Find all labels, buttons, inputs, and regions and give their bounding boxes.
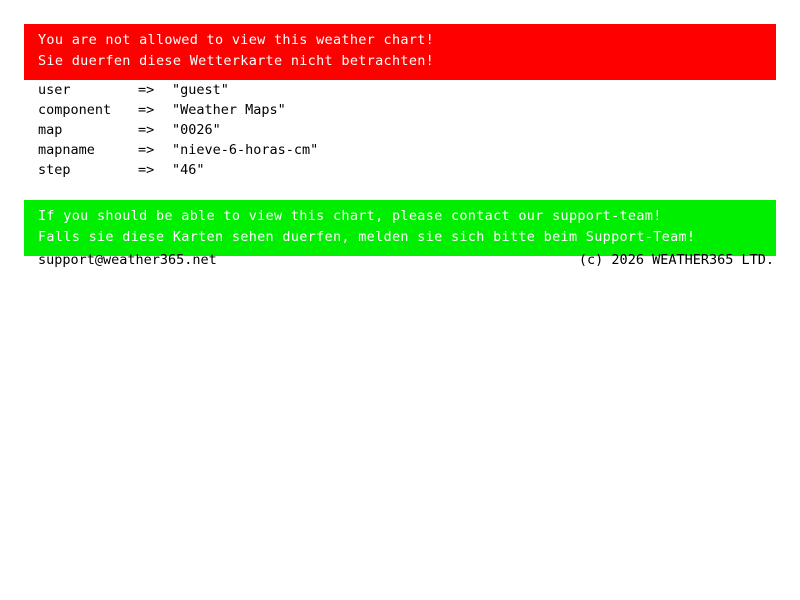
table-row <box>38 100 318 120</box>
param-arrow-step: => <box>138 162 155 178</box>
info-banner <box>24 200 776 256</box>
table-row <box>38 120 318 140</box>
param-arrow-mapname: => <box>138 142 155 158</box>
parameter-table <box>38 80 318 180</box>
error-banner-line-en: You are not allowed to view this weather chart! <box>38 32 435 48</box>
copyright-text: (c) 2026 WEATHER365 LTD. <box>578 252 774 268</box>
error-banner-line-de: Sie duerfen diese Wetterkarte nicht betrachten! <box>38 53 435 69</box>
param-key-mapname: mapname <box>38 142 95 158</box>
param-value-mapname: "nieve-6-horas-cm" <box>172 142 319 158</box>
param-arrow-component: => <box>138 102 155 118</box>
footer <box>38 250 774 270</box>
param-value-map: "0026" <box>172 122 221 138</box>
param-key-step: step <box>38 162 71 178</box>
info-banner-line-en: If you should be able to view this chart, please contact our support-team! <box>38 208 662 224</box>
param-value-user: "guest" <box>172 82 229 98</box>
table-row <box>38 160 318 180</box>
table-row <box>38 80 318 100</box>
param-arrow-user: => <box>138 82 155 98</box>
param-key-map: map <box>38 122 63 138</box>
param-arrow-map: => <box>138 122 155 138</box>
info-banner-line-de: Falls sie diese Karten sehen duerfen, melden sie sich bitte beim Support-Team! <box>38 229 696 245</box>
support-email-link[interactable]: support@weather365.net <box>38 252 217 268</box>
table-row <box>38 140 318 160</box>
param-key-user: user <box>38 82 71 98</box>
param-value-component: "Weather Maps" <box>172 102 286 118</box>
param-value-step: "46" <box>172 162 205 178</box>
error-banner <box>24 24 776 80</box>
param-key-component: component <box>38 102 112 118</box>
